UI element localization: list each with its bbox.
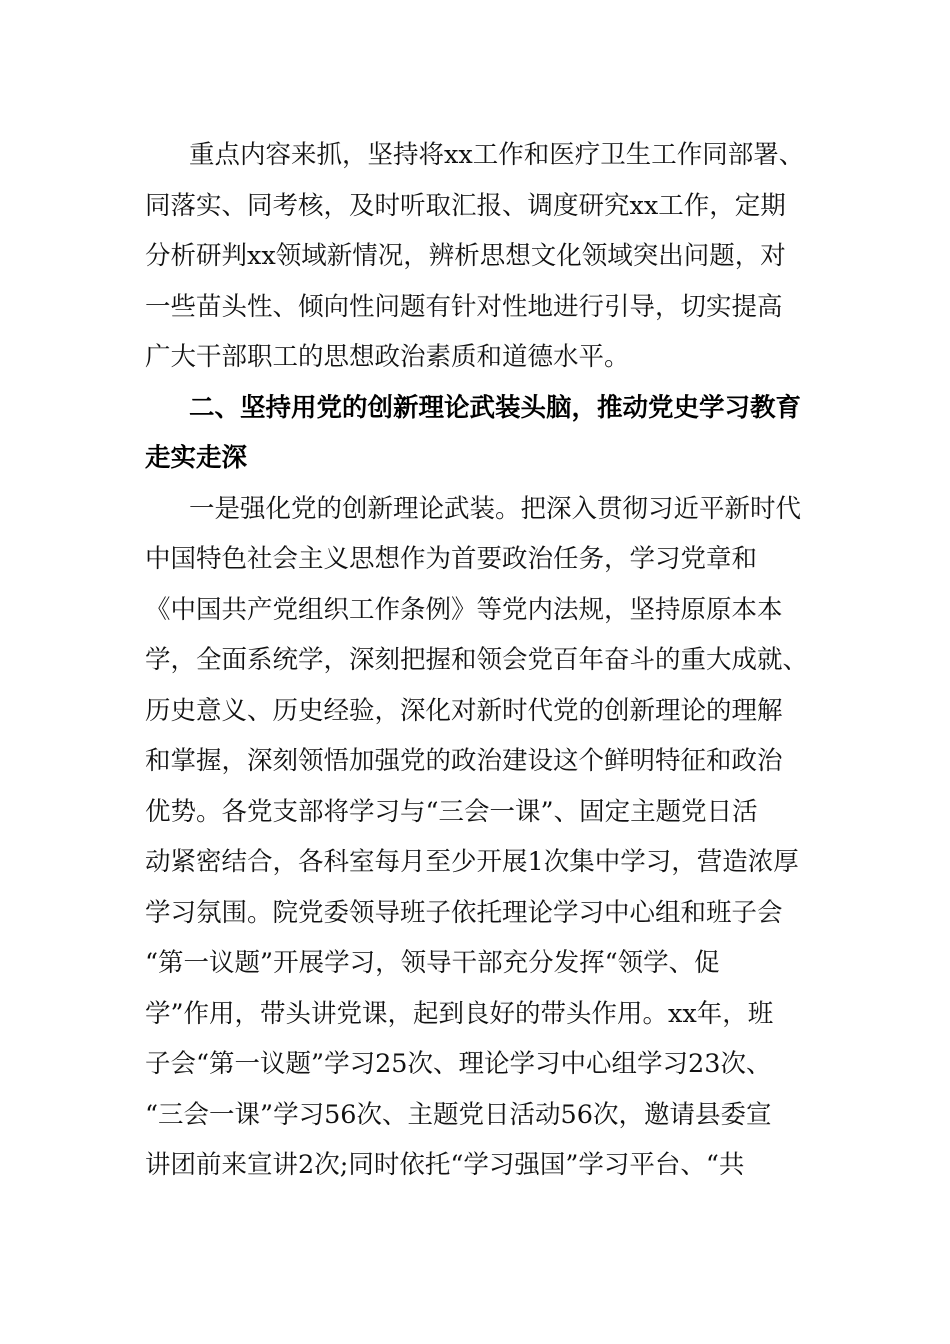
text-line: “三会一课”学习56次、主题党日活动56次，邀请县委宣	[145, 1099, 772, 1130]
text-line: 重点内容来抓，坚持将xx工作和医疗卫生工作同部署、	[189, 140, 805, 170]
text-line: 动紧密结合，各科室每月至少开展1次集中学习，营造浓厚	[145, 847, 799, 877]
text-line: 同落实、同考核，及时听取汇报、调度研究xx工作，定期	[145, 190, 786, 221]
text-line: 和掌握，深刻领悟加强党的政治建设这个鲜明特征和政治	[145, 746, 783, 776]
text-line: 一是强化党的创新理论武装。把深入贯彻习近平新时代	[189, 493, 802, 524]
document-body	[145, 130, 815, 1191]
paragraph-continuation	[145, 130, 815, 383]
text-line: 学”作用，带头讲党课，起到良好的带头作用。xx年，班	[145, 998, 774, 1029]
section-heading	[145, 383, 815, 484]
heading-line: 二、坚持用党的创新理论武装头脑，推动党史学习教育	[189, 392, 802, 423]
text-line: “第一议题”开展学习，领导干部充分发挥“领学、促	[145, 948, 720, 978]
paragraph-theory-study	[145, 484, 815, 1191]
text-line: 优势。各党支部将学习与“三会一课”、固定主题党日活	[145, 796, 758, 827]
text-line: 《中国共产党组织工作条例》等党内法规，坚持原原本本	[145, 594, 783, 625]
text-line: 分析研判xx领域新情况，辨析思想文化领域突出问题，对	[145, 241, 786, 271]
text-line: 历史意义、历史经验，深化对新时代党的创新理论的理解	[145, 695, 783, 726]
text-line: 一些苗头性、倾向性问题有针对性地进行引导，切实提高	[145, 291, 783, 322]
text-line: 讲团前来宣讲2次;同时依托“学习强国”学习平台、“共	[145, 1150, 745, 1180]
text-line: 广大干部职工的思想政治素质和道德水平。	[145, 342, 630, 372]
text-line: 子会“第一议题”学习25次、理论学习中心组学习23次、	[145, 1049, 772, 1079]
text-line: 中国特色社会主义思想作为首要政治任务，学习党章和	[145, 544, 758, 574]
text-line: 学习氛围。院党委领导班子依托理论学习中心组和班子会	[145, 897, 783, 928]
heading-line: 走实走深	[145, 443, 248, 473]
text-line: 学，全面系统学，深刻把握和领会党百年奋斗的重大成就、	[145, 645, 809, 675]
